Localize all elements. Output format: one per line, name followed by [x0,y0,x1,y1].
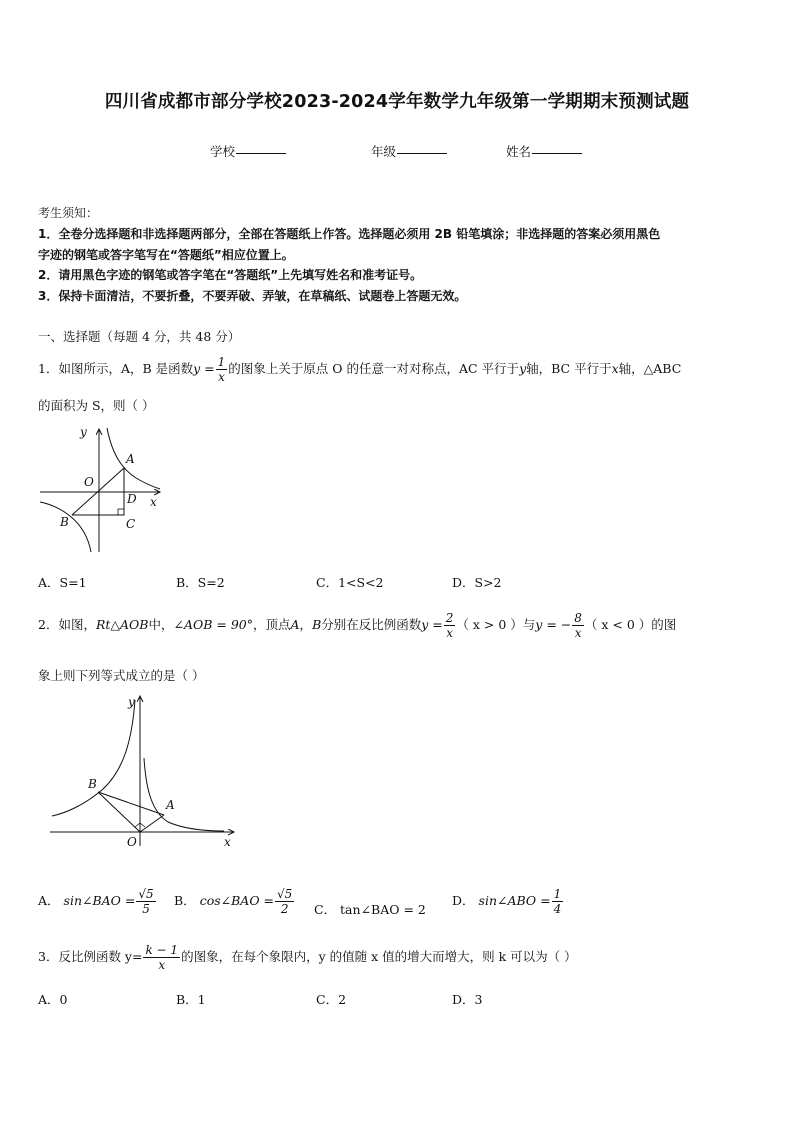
q2-option-d-fn: sin∠ABO = [478,893,551,908]
q2-curve-right [144,758,224,831]
q3-option-b[interactable]: B．1 [176,992,206,1007]
q1-label-d: D [127,492,137,506]
q2-label-b: B [88,777,97,791]
q1-label-o: O [84,475,94,489]
q2-option-a-prefix: A． [38,893,60,908]
q2-angle: ∠AOB = 90° [173,617,253,632]
q1-frac-denominator: x [218,370,225,384]
q1-right-angle-mark [118,509,124,515]
q1-label-c: C [126,517,136,531]
q2-line-2: 象上则下列等式成立的是（ ） [38,668,205,683]
q2-option-d-prefix: D． [452,893,475,908]
notice-item-1b [38,246,294,263]
q2-curve-left [52,700,135,816]
q2-option-a[interactable] [38,888,157,915]
q1-option-a[interactable]: A．S=1 [38,575,87,590]
school-field[interactable] [210,142,286,160]
q1-label-x: x [150,495,157,509]
q2-option-b-denominator: 2 [280,902,289,916]
q1-text-pre: 1．如图所示，A，B 是函数 [38,361,194,376]
grade-field[interactable] [371,142,447,160]
q2-label-x: x [224,835,231,849]
q2-label-a: A [166,798,175,812]
q1-option-c[interactable]: C．1<S<2 [316,575,384,590]
q2-option-d-denominator: 4 [553,902,562,916]
q2-option-b-fn: cos∠BAO = [199,893,275,908]
q2-label-o: O [127,835,137,849]
notice-item-1 [38,225,660,242]
notice-item-1-line-2: 字迹的钢笔或答字笔写在“答题纸”相应位置上。 [38,248,294,262]
q2-cond1: （ x > 0 ）与 [456,617,536,632]
q2-option-c[interactable]: C． tan∠BAO = 2 [314,902,426,917]
name-field[interactable] [506,142,582,160]
q1-x-var: x [611,361,619,376]
grade-blank[interactable] [397,153,447,154]
q3-option-d[interactable]: D．3 [452,992,483,1007]
q2-f1-denominator: x [446,626,453,640]
section-heading: 一、选择题（每题 4 分，共 48 分） [38,329,241,344]
page-title: 四川省成都市部分学校2023-2024学年数学九年级第一学期期末预测试题 [104,92,690,112]
q2-vertex-b: B [312,617,322,632]
q2-vertex-a: A [290,617,300,632]
notice-heading: 考生须知： [38,206,99,220]
notice-item-2-text: 2．请用黑色字迹的钢笔或答字笔在“答题纸”上先填写姓名和准考证号。 [38,268,423,282]
q2-comma: ， [299,617,313,632]
q1-text-post2: 轴，BC 平行于 [526,361,612,376]
q2-option-d-fraction [552,888,564,915]
q3-frac-denominator: x [158,958,166,972]
q1-label-a: A [126,452,135,466]
q2-f2-numerator: 8 [574,611,582,625]
q2-f2-denominator: x [574,626,582,640]
question-3 [38,944,577,971]
q1-figure [36,424,176,556]
q2-triangle: Rt△AOB [95,617,149,632]
q2-option-b-prefix: B． [174,893,196,908]
q1-label-y: y [80,425,87,439]
name-blank[interactable] [532,153,582,154]
q2-segment-ob [98,792,140,832]
notice-item-3-text: 3．保持卡面清洁，不要折叠，不要弄破、弄皱，在草稿纸、试题卷上答题无效。 [38,289,467,303]
q2-f1-numerator: 2 [445,611,454,625]
q2-cond2: （ x < 0 ）的图 [584,617,677,632]
q2-f1-fraction [444,612,456,639]
q1-line-2: 的面积为 S，则（ ） [38,398,155,413]
q3-option-a[interactable]: A．0 [38,992,68,1007]
q1-text-post: 的图象上关于原点 O 的任意一对对称点，AC 平行于 [228,361,520,376]
q2-segment-oa [140,815,164,832]
school-blank[interactable] [236,153,286,154]
q2-option-d[interactable] [452,888,564,915]
q3-text-post: 的图象，在每个象限内，y 的值随 x 值的增大而增大，则 k 可以为（ ） [181,949,577,964]
q2-option-a-fraction [136,888,155,915]
grade-label: 年级 [371,144,397,159]
q3-text-pre: 3．反比例函数 y= [38,949,143,964]
q3-option-c[interactable]: C．2 [316,992,347,1007]
q2-text-mid3: 分别在反比例函数 [321,617,422,632]
notice-item-3 [38,287,466,304]
q2-figure [44,690,240,852]
q3-fraction [143,944,180,971]
q3-frac-numerator: k − 1 [145,943,179,957]
q2-option-a-fn: sin∠BAO = [63,893,136,908]
name-label: 姓名 [506,144,532,159]
q2-text-mid1: 中， [148,617,174,632]
q2-text-mid2: ，顶点 [253,617,291,632]
q1-frac-numerator: 1 [217,355,226,369]
notice-item-1-line-1: 1．全卷分选择题和非选择题两部分，全部在答题纸上作答。选择题必须用 2B 铅笔填涂；非选择题的答案必须用黑色 [38,227,661,241]
q2-f1-lhs: y = [421,617,443,632]
q2-label-y: y [128,695,135,709]
q1-text-post3: 轴，△ABC [618,361,682,376]
q2-option-a-numerator: √5 [138,887,154,901]
q2-option-a-denominator: 5 [142,902,150,916]
q1-fraction [216,356,228,383]
q1-formula-lhs: y = [193,361,215,376]
school-label: 学校 [210,144,236,159]
q1-option-b[interactable]: B．S=2 [176,575,225,590]
q1-label-b: B [60,515,69,529]
q2-segment-ab [98,792,164,815]
notice-item-2 [38,266,422,283]
q1-y-var: y [519,361,527,376]
question-2 [38,612,676,639]
q2-option-b-numerator: √5 [277,887,293,901]
q2-f2-fraction [572,612,584,639]
q2-option-b-fraction [275,888,294,915]
q2-f2-lhs: y = − [535,617,572,632]
q2-option-d-numerator: 1 [553,887,562,901]
question-1 [38,356,681,383]
q2-option-b[interactable] [174,888,295,915]
q1-option-d[interactable]: D．S>2 [452,575,502,590]
q2-text-pre: 2．如图， [38,617,96,632]
